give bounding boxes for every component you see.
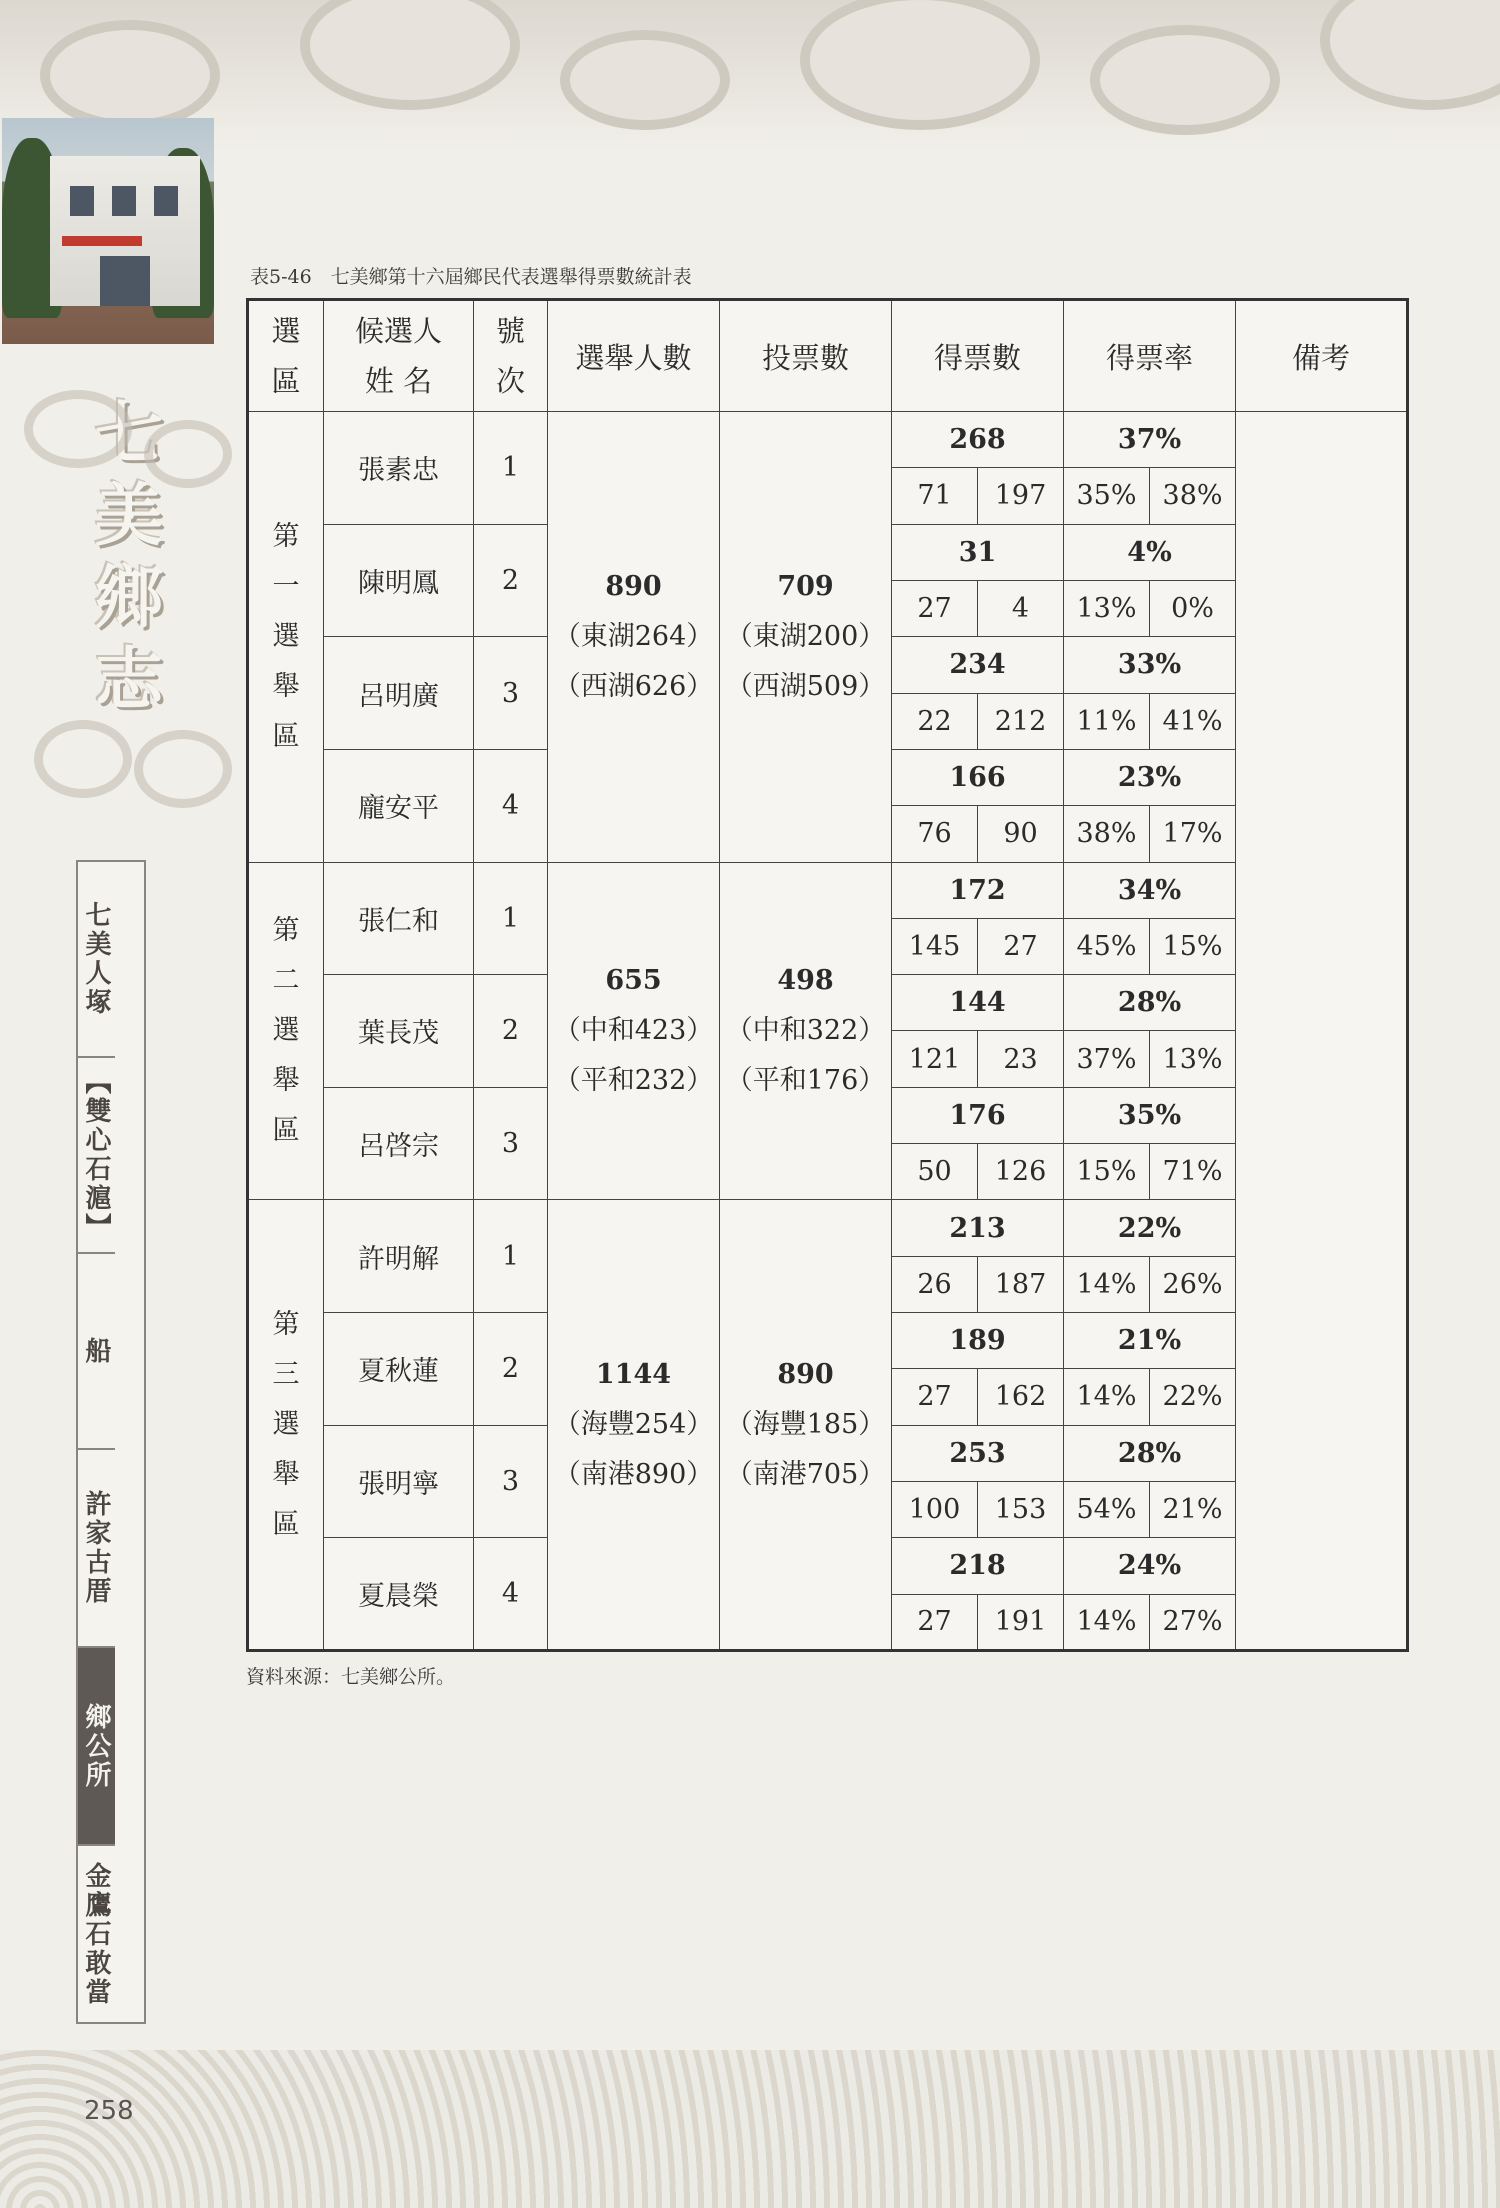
vote-rate-total: 35% [1064,1087,1236,1143]
vote-rate-part-b: 22% [1150,1369,1236,1425]
candidate-name: 張素忠 [324,412,474,525]
candidate-number: 3 [474,1425,548,1538]
district-char: 二 [272,964,300,996]
got-votes-part-b: 126 [978,1144,1064,1200]
vote-rate-part-b: 41% [1150,693,1236,749]
candidate-row [248,862,1408,918]
vote-rate-part-a: 13% [1064,580,1150,636]
got-votes-part-b: 162 [978,1369,1064,1425]
header-votes: 投票數 [720,300,892,412]
got-votes-total: 218 [892,1538,1064,1594]
vote-rate-part-b: 26% [1150,1256,1236,1312]
side-tab-boat[interactable]: 船 [78,1254,115,1450]
header-remarks: 備考 [1236,300,1408,412]
district-char: 舉 [272,1458,300,1490]
candidate-name: 葉長茂 [324,975,474,1088]
vote-rate-part-b: 27% [1150,1594,1236,1650]
candidate-name: 呂啓宗 [324,1087,474,1200]
got-votes-part-a: 22 [892,693,978,749]
candidate-name: 呂明廣 [324,637,474,750]
district-char: 舉 [272,1064,300,1096]
town-office-photo [2,118,214,344]
electors-part: （海豐254） [553,1408,714,1440]
header-rate: 得票率 [1064,300,1236,412]
got-votes-part-b: 191 [978,1594,1064,1650]
got-votes-total: 253 [892,1425,1064,1481]
district-char: 區 [272,1114,300,1146]
candidate-name: 張明寧 [324,1425,474,1538]
district-name [248,862,324,1200]
district-char: 選 [272,1014,300,1046]
top-cloud-band [0,0,1500,150]
got-votes-total: 144 [892,975,1064,1031]
votes-count [720,862,892,1200]
side-tab-township-office[interactable]: 鄉公所 [78,1648,115,1846]
candidate-name: 張仁和 [324,862,474,975]
votes-part: （西湖509） [725,670,886,702]
votes-count [720,1200,892,1651]
vote-rate-part-b: 13% [1150,1031,1236,1087]
got-votes-part-a: 50 [892,1144,978,1200]
got-votes-part-a: 121 [892,1031,978,1087]
side-tab-twin-hearts[interactable]: 【雙心石滬】 [78,1058,115,1254]
side-tab-eagle-stone[interactable]: 金鷹石敢當 [81,1861,111,2007]
header-candidate: 候選人 姓 名 [324,300,474,412]
votes-part: （南港705） [725,1458,886,1490]
vote-rate-total: 34% [1064,862,1236,918]
book-title-char: 美 [94,476,163,556]
candidate-name: 陳明鳳 [324,524,474,637]
got-votes-part-a: 76 [892,806,978,862]
candidate-number: 2 [474,524,548,637]
candidate-number: 2 [474,1313,548,1426]
got-votes-part-b: 90 [978,806,1064,862]
electors-count [548,1200,720,1651]
vote-rate-part-a: 54% [1064,1481,1150,1537]
district-char: 三 [272,1358,300,1390]
vote-rate-total: 21% [1064,1313,1236,1369]
candidate-name: 夏晨榮 [324,1538,474,1651]
vote-rate-total: 4% [1064,524,1236,580]
candidate-number: 1 [474,1200,548,1313]
got-votes-part-b: 187 [978,1256,1064,1312]
district-char: 選 [272,1408,300,1440]
candidate-name: 許明解 [324,1200,474,1313]
got-votes-part-a: 27 [892,580,978,636]
got-votes-part-a: 26 [892,1256,978,1312]
header-got-votes: 得票數 [892,300,1064,412]
votes-count [720,412,892,863]
bottom-wave-band [0,2050,1500,2208]
district-char: 區 [272,720,300,752]
vote-rate-total: 37% [1064,412,1236,468]
votes-part: （平和176） [725,1064,886,1096]
vote-rate-total: 23% [1064,749,1236,805]
got-votes-part-b: 212 [978,693,1064,749]
got-votes-total: 268 [892,412,1064,468]
electors-part: （西湖626） [553,670,714,702]
votes-total: 498 [777,964,834,996]
candidate-number: 4 [474,749,548,862]
header-district: 選 區 [248,300,324,412]
book-title-char: 鄉 [94,558,163,638]
vote-rate-part-b: 38% [1150,468,1236,524]
district-char: 選 [272,620,300,652]
got-votes-total: 234 [892,637,1064,693]
vote-rate-part-b: 0% [1150,580,1236,636]
got-votes-total: 172 [892,862,1064,918]
vote-rate-part-a: 11% [1064,693,1150,749]
page-number: 258 [84,2096,134,2126]
vote-rate-total: 22% [1064,1200,1236,1256]
got-votes-part-a: 27 [892,1369,978,1425]
book-title-vertical [44,394,214,820]
candidate-row [248,1200,1408,1256]
vote-rate-part-b: 17% [1150,806,1236,862]
electors-total: 890 [605,570,662,602]
got-votes-part-b: 197 [978,468,1064,524]
vote-rate-total: 28% [1064,1425,1236,1481]
candidate-name: 龐安平 [324,749,474,862]
candidate-name: 夏秋蓮 [324,1313,474,1426]
electors-count [548,412,720,863]
vote-rate-part-a: 15% [1064,1144,1150,1200]
got-votes-total: 189 [892,1313,1064,1369]
vote-rate-part-b: 15% [1150,918,1236,974]
book-title-char: 七 [94,394,163,474]
got-votes-part-b: 27 [978,918,1064,974]
got-votes-part-a: 145 [892,918,978,974]
district-char: 一 [272,570,300,602]
source-note: 資料來源：七美鄉公所。 [246,1666,456,1688]
header-electors: 選舉人數 [548,300,720,412]
district-char: 第 [272,520,300,552]
got-votes-part-b: 153 [978,1481,1064,1537]
district-char: 第 [272,914,300,946]
votes-total: 890 [777,1358,834,1390]
vote-rate-part-a: 35% [1064,468,1150,524]
vote-rate-part-a: 45% [1064,918,1150,974]
vote-rate-part-a: 14% [1064,1369,1150,1425]
votes-total: 709 [777,570,834,602]
electors-part: （東湖264） [553,620,714,652]
got-votes-part-a: 71 [892,468,978,524]
district-name [248,1200,324,1651]
district-char: 第 [272,1308,300,1340]
vote-rate-part-a: 14% [1064,1594,1150,1650]
electors-part: （南港890） [553,1458,714,1490]
remarks-cell [1236,412,1408,1651]
electors-part: （平和232） [553,1064,714,1096]
got-votes-total: 213 [892,1200,1064,1256]
table-body [248,412,1408,1651]
got-votes-total: 31 [892,524,1064,580]
got-votes-part-b: 23 [978,1031,1064,1087]
header-number: 號 次 [474,300,548,412]
electors-total: 1144 [595,1358,672,1390]
votes-part: （海豐185） [725,1408,886,1440]
table-caption: 表5-46 七美鄉第十六屆鄉民代表選舉得票數統計表 [250,266,692,288]
vote-rate-total: 28% [1064,975,1236,1031]
candidate-number: 2 [474,975,548,1088]
vote-rate-part-b: 71% [1150,1144,1236,1200]
got-votes-part-a: 27 [892,1594,978,1650]
vote-rate-part-a: 38% [1064,806,1150,862]
vote-rate-total: 33% [1064,637,1236,693]
votes-part: （東湖200） [725,620,886,652]
candidate-number: 1 [474,412,548,525]
got-votes-total: 176 [892,1087,1064,1143]
side-tab-qimei-tomb[interactable]: 七美人塚 [78,862,115,1058]
chapter-side-tabs [76,860,146,2024]
side-tab-hsu-house[interactable]: 許家古厝 [78,1450,115,1648]
candidate-number: 4 [474,1538,548,1651]
electors-total: 655 [605,964,662,996]
vote-rate-part-b: 21% [1150,1481,1236,1537]
vote-rate-total: 24% [1064,1538,1236,1594]
book-title-char: 志 [94,640,163,720]
votes-part: （中和322） [725,1014,886,1046]
candidate-number: 3 [474,637,548,750]
election-table-wrapper [246,298,1406,1652]
got-votes-part-b: 4 [978,580,1064,636]
candidate-number: 1 [474,862,548,975]
district-char: 區 [272,1508,300,1540]
got-votes-total: 166 [892,749,1064,805]
candidate-row [248,412,1408,468]
district-name [248,412,324,863]
district-char: 舉 [272,670,300,702]
electors-count [548,862,720,1200]
election-results-table [246,298,1409,1652]
electors-part: （中和423） [553,1014,714,1046]
vote-rate-part-a: 14% [1064,1256,1150,1312]
vote-rate-part-a: 37% [1064,1031,1150,1087]
got-votes-part-a: 100 [892,1481,978,1537]
candidate-number: 3 [474,1087,548,1200]
